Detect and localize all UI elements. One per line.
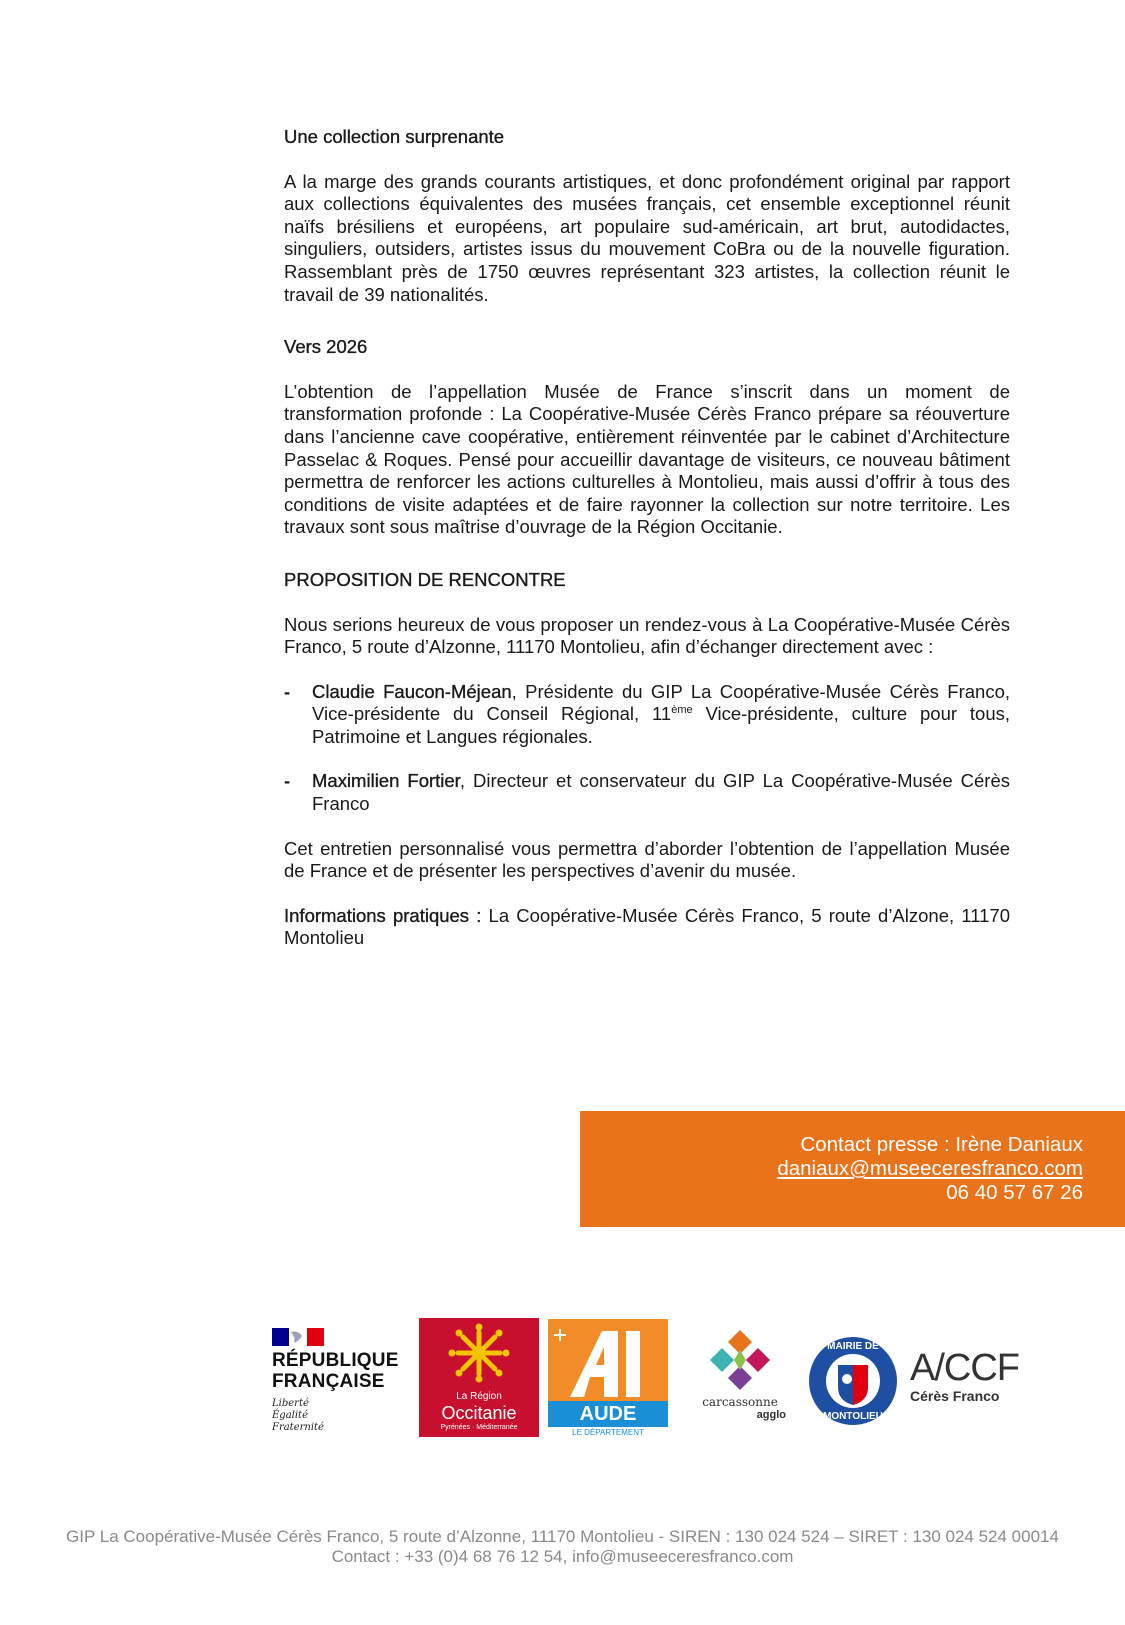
person-1-role-b: Vice-présidente, culture pour tous, Patrimoine et Langues régionales. bbox=[312, 703, 1010, 747]
republique-line2: FRANÇAISE bbox=[272, 1371, 385, 1392]
aude-a-icon bbox=[548, 1319, 668, 1399]
practical-info bbox=[284, 905, 1010, 950]
footer-address: GIP La Coopérative-Musée Cérès Franco, 5 route d’Alzonne, 11170 Montolieu - SIREN : 130 024 524 – SIRET : 130 024 524 00014 bbox=[66, 1527, 1059, 1546]
bullet-dash: - bbox=[284, 770, 291, 792]
mairie-bottom: MONTOLIEU bbox=[823, 1411, 883, 1422]
republique-motto1: Liberté bbox=[272, 1398, 309, 1409]
marianne-flag-icon bbox=[272, 1328, 324, 1346]
section-title-rencontre: PROPOSITION DE RENCONTRE bbox=[284, 568, 566, 590]
document-body bbox=[284, 126, 1010, 950]
republique-francaise-logo bbox=[272, 1328, 397, 1438]
carcassonne-line2: agglo bbox=[756, 1409, 786, 1421]
section-title-2026: Vers 2026 bbox=[284, 336, 368, 358]
list-item-person-1 bbox=[284, 681, 1010, 749]
aude-departement-logo bbox=[548, 1319, 668, 1438]
press-contact-email-link[interactable]: daniaux@museeceresfranco.com bbox=[777, 1157, 1083, 1180]
section-body-collection: A la marge des grands courants artistiques, et donc profondément original par rapport aux collections équivalentes des musées français, cet ensemble exceptionnel réunit naïfs brésiliens et européens, art populaire sud-américain, art brut, autodidactes, singuliers, outsiders, artistes issus du mouvement CoBra ou de la nouvelle figuration. Rassemblant près de 1750 œuvres représentant 323 artistes, la collection réunit le travail de 39 nationalités. bbox=[284, 170, 1010, 305]
press-contact-box bbox=[580, 1111, 1125, 1227]
accf-ceres-franco-logo bbox=[910, 1348, 1038, 1408]
person-1-role-sup: ème bbox=[671, 704, 693, 717]
carcassonne-diamond-icon bbox=[694, 1328, 786, 1394]
page-footer bbox=[0, 1527, 1125, 1567]
section-title-collection: Une collection surprenante bbox=[284, 126, 505, 147]
republique-line1: RÉPUBLIQUE bbox=[272, 1350, 399, 1371]
occitan-cross-icon bbox=[419, 1318, 539, 1388]
aude-line2: LE DÉPARTEMENT bbox=[548, 1427, 668, 1438]
rencontre-closing: Cet entretien personnalisé vous permettra d’aborder l’obtention de l’appellation Musée de France et de présenter les perspectives d’avenir du musée. bbox=[284, 837, 1010, 882]
carcassonne-line1: carcassonne bbox=[702, 1395, 778, 1409]
footer-contact: Contact : +33 (0)4 68 76 12 54, info@museeceresfranco.com bbox=[331, 1547, 794, 1566]
bullet-dash: - bbox=[284, 680, 291, 702]
person-2-name: Maximilien Fortier bbox=[312, 770, 460, 792]
region-occitanie-logo bbox=[419, 1318, 539, 1437]
press-contact-phone: 06 40 57 67 26 bbox=[946, 1181, 1083, 1204]
occitanie-line1: La Région bbox=[456, 1391, 502, 1402]
mairie-montolieu-logo bbox=[807, 1335, 899, 1427]
carcassonne-agglo-logo bbox=[694, 1328, 786, 1428]
accf-line2: Cérès Franco bbox=[910, 1388, 1000, 1404]
rencontre-intro: Nous serions heureux de vous proposer un rendez-vous à La Coopérative-Musée Cérès Franco, 5 route d’Alzonne, 11170 Montolieu, afin d’échanger directement avec : bbox=[284, 613, 1010, 658]
press-contact-name: Contact presse : Irène Daniaux bbox=[800, 1133, 1083, 1156]
mairie-top: MAIRIE DE bbox=[827, 1341, 879, 1352]
person-2-role: , Directeur et conservateur du GIP La Coopérative-Musée Cérès Franco bbox=[312, 770, 1010, 815]
occitanie-line2: Occitanie bbox=[441, 1403, 517, 1423]
person-1-name: Claudie Faucon-Méjean bbox=[312, 680, 512, 702]
aude-line1: AUDE bbox=[548, 1401, 668, 1427]
practical-info-text: La Coopérative-Musée Cérès Franco, 5 route d’Alzone, 11170 Montolieu bbox=[284, 904, 1011, 949]
accf-line1: A/CCF bbox=[910, 1347, 1019, 1389]
practical-info-label: Informations pratiques : bbox=[284, 904, 482, 926]
partner-logos bbox=[270, 1318, 1050, 1438]
republique-motto2: Égalité bbox=[272, 1410, 308, 1421]
occitanie-line3: Pyrénées · Méditerranée bbox=[440, 1424, 518, 1431]
section-body-2026: L’obtention de l’appellation Musée de France s’inscrit dans un moment de transformation profonde : La Coopérative-Musée Cérès Franco prépare sa réouverture dans l’ancienne cave coopérative, entièrement réinventée par le cabinet d’Architecture Passelac & Roques. Pensé pour accueillir davantage de visiteurs, ce nouveau bâtiment permettra de renforcer les actions culturelles à Montolieu, mais aussi d’offrir à tous des conditions de visite adaptées et de faire rayonner la collection sur notre territoire. Les travaux sont sous maîtrise d’ouvrage de la Région Occitanie. bbox=[284, 380, 1010, 538]
republique-motto3: Fraternité bbox=[272, 1422, 324, 1433]
person-1-role-a: , Présidente du GIP La Coopérative-Musée Cérès Franco, Vice-présidente du Conseil Régional, 11 bbox=[312, 680, 1011, 725]
list-item-person-2 bbox=[284, 770, 1010, 815]
